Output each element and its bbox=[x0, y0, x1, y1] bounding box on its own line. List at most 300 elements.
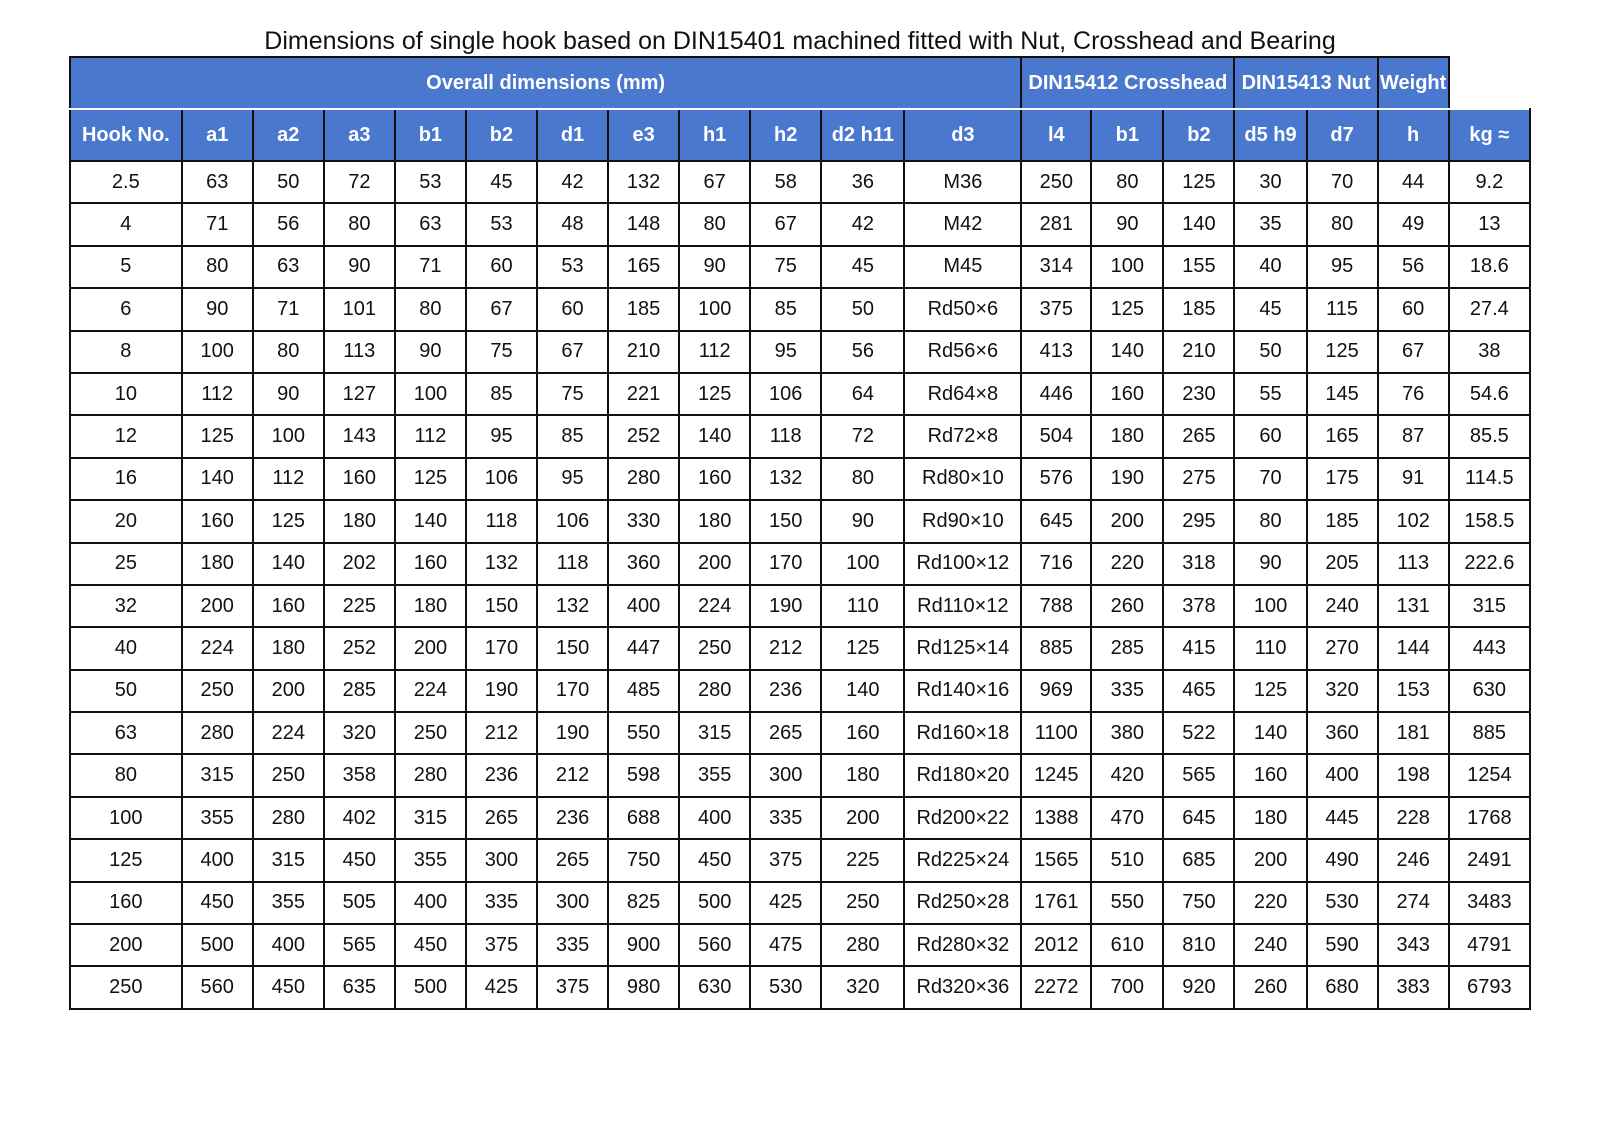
column-header: b2 bbox=[466, 109, 537, 161]
table-cell: 236 bbox=[466, 754, 537, 796]
table-cell: 80 bbox=[395, 288, 466, 330]
table-cell: Rd64×8 bbox=[904, 373, 1021, 415]
table-cell: 85 bbox=[537, 415, 608, 457]
table-row bbox=[70, 246, 1530, 288]
table-cell: 80 bbox=[253, 331, 324, 373]
table-cell: Rd110×12 bbox=[904, 585, 1021, 627]
column-header: d3 bbox=[904, 109, 1021, 161]
table-cell: Rd140×16 bbox=[904, 670, 1021, 712]
table-cell: 315 bbox=[679, 712, 750, 754]
table-cell: Rd50×6 bbox=[904, 288, 1021, 330]
group-header-nut: DIN15413 Nut bbox=[1234, 57, 1377, 109]
table-row bbox=[70, 458, 1530, 500]
table-cell: 90 bbox=[1234, 543, 1306, 585]
table-cell: 504 bbox=[1021, 415, 1091, 457]
table-cell: 250 bbox=[395, 712, 466, 754]
table-cell: 224 bbox=[395, 670, 466, 712]
table-cell: 148 bbox=[608, 203, 679, 245]
table-cell: 450 bbox=[679, 839, 750, 881]
table-cell: 76 bbox=[1378, 373, 1449, 415]
table-cell: 1254 bbox=[1449, 754, 1530, 796]
table-cell: 9.2 bbox=[1449, 161, 1530, 203]
table-cell: 885 bbox=[1021, 627, 1091, 669]
table-row bbox=[70, 203, 1530, 245]
column-header: h2 bbox=[750, 109, 821, 161]
table-cell: 610 bbox=[1091, 924, 1163, 966]
hook-number-cell: 80 bbox=[70, 754, 182, 796]
column-header: d1 bbox=[537, 109, 608, 161]
table-cell: 530 bbox=[1307, 882, 1378, 924]
table-cell: 140 bbox=[253, 543, 324, 585]
table-cell: 180 bbox=[1091, 415, 1163, 457]
table-cell: 685 bbox=[1163, 839, 1234, 881]
table-cell: 240 bbox=[1234, 924, 1306, 966]
table-cell: 565 bbox=[324, 924, 395, 966]
table-cell: 450 bbox=[253, 966, 324, 1008]
table-cell: 180 bbox=[1234, 797, 1306, 839]
table-cell: 360 bbox=[608, 543, 679, 585]
table-cell: 500 bbox=[395, 966, 466, 1008]
table-cell: 212 bbox=[537, 754, 608, 796]
table-cell: 355 bbox=[182, 797, 253, 839]
table-cell: Rd100×12 bbox=[904, 543, 1021, 585]
table-cell: 27.4 bbox=[1449, 288, 1530, 330]
table-cell: 202 bbox=[324, 543, 395, 585]
table-cell: 250 bbox=[679, 627, 750, 669]
table-cell: 80 bbox=[679, 203, 750, 245]
table-cell: 2491 bbox=[1449, 839, 1530, 881]
table-cell: 576 bbox=[1021, 458, 1091, 500]
table-cell: 315 bbox=[253, 839, 324, 881]
table-cell: 102 bbox=[1378, 500, 1449, 542]
table-cell: Rd72×8 bbox=[904, 415, 1021, 457]
table-cell: 560 bbox=[679, 924, 750, 966]
column-header: d5 h9 bbox=[1234, 109, 1306, 161]
table-cell: 44 bbox=[1378, 161, 1449, 203]
table-cell: 1565 bbox=[1021, 839, 1091, 881]
table-cell: 85.5 bbox=[1449, 415, 1530, 457]
table-cell: 446 bbox=[1021, 373, 1091, 415]
table-cell: 63 bbox=[182, 161, 253, 203]
table-cell: 75 bbox=[537, 373, 608, 415]
table-cell: 590 bbox=[1307, 924, 1378, 966]
table-cell: 42 bbox=[821, 203, 904, 245]
column-header: b1 bbox=[1091, 109, 1163, 161]
table-cell: 80 bbox=[1091, 161, 1163, 203]
table-cell: 1245 bbox=[1021, 754, 1091, 796]
column-header: b2 bbox=[1163, 109, 1234, 161]
table-cell: 190 bbox=[1091, 458, 1163, 500]
table-cell: 40 bbox=[1234, 246, 1306, 288]
table-cell: 250 bbox=[1021, 161, 1091, 203]
table-cell: 221 bbox=[608, 373, 679, 415]
table-cell: 265 bbox=[750, 712, 821, 754]
table-cell: 490 bbox=[1307, 839, 1378, 881]
table-cell: 375 bbox=[750, 839, 821, 881]
table-cell: 355 bbox=[395, 839, 466, 881]
table-cell: 550 bbox=[1091, 882, 1163, 924]
dimensions-table bbox=[69, 56, 1531, 1010]
table-cell: 160 bbox=[1091, 373, 1163, 415]
table-cell: 53 bbox=[395, 161, 466, 203]
table-cell: 470 bbox=[1091, 797, 1163, 839]
table-cell: 900 bbox=[608, 924, 679, 966]
table-cell: 125 bbox=[679, 373, 750, 415]
table-cell: 383 bbox=[1378, 966, 1449, 1008]
table-cell: 224 bbox=[679, 585, 750, 627]
group-header-weight: Weight bbox=[1378, 57, 1449, 109]
hook-number-cell: 8 bbox=[70, 331, 182, 373]
table-cell: 450 bbox=[182, 882, 253, 924]
table-cell: 750 bbox=[608, 839, 679, 881]
table-cell: 200 bbox=[821, 797, 904, 839]
table-cell: 222.6 bbox=[1449, 543, 1530, 585]
table-cell: 125 bbox=[182, 415, 253, 457]
table-cell: 118 bbox=[537, 543, 608, 585]
table-cell: 230 bbox=[1163, 373, 1234, 415]
table-cell: 4791 bbox=[1449, 924, 1530, 966]
hook-number-cell: 125 bbox=[70, 839, 182, 881]
table-cell: 42 bbox=[537, 161, 608, 203]
table-cell: 355 bbox=[253, 882, 324, 924]
table-cell: 112 bbox=[253, 458, 324, 500]
table-cell: 90 bbox=[182, 288, 253, 330]
table-cell: 185 bbox=[608, 288, 679, 330]
table-cell: 95 bbox=[537, 458, 608, 500]
group-header-overall-dimensions: Overall dimensions (mm) bbox=[70, 57, 1021, 109]
table-cell: 378 bbox=[1163, 585, 1234, 627]
table-cell: 180 bbox=[821, 754, 904, 796]
table-cell: 80 bbox=[1234, 500, 1306, 542]
table-cell: 375 bbox=[1021, 288, 1091, 330]
table-cell: 1100 bbox=[1021, 712, 1091, 754]
table-cell: 35 bbox=[1234, 203, 1306, 245]
table-cell: 281 bbox=[1021, 203, 1091, 245]
table-row bbox=[70, 331, 1530, 373]
table-cell: 87 bbox=[1378, 415, 1449, 457]
table-cell: 114.5 bbox=[1449, 458, 1530, 500]
table-cell: 30 bbox=[1234, 161, 1306, 203]
hook-number-cell: 40 bbox=[70, 627, 182, 669]
table-cell: 67 bbox=[679, 161, 750, 203]
hook-number-cell: 10 bbox=[70, 373, 182, 415]
hook-number-cell: 25 bbox=[70, 543, 182, 585]
table-cell: 380 bbox=[1091, 712, 1163, 754]
table-row bbox=[70, 543, 1530, 585]
table-cell: 67 bbox=[1378, 331, 1449, 373]
column-header: a2 bbox=[253, 109, 324, 161]
hook-number-cell: 50 bbox=[70, 670, 182, 712]
table-cell: 90 bbox=[324, 246, 395, 288]
table-cell: 630 bbox=[679, 966, 750, 1008]
table-row bbox=[70, 670, 1530, 712]
table-cell: 150 bbox=[466, 585, 537, 627]
table-cell: 140 bbox=[679, 415, 750, 457]
table-cell: 969 bbox=[1021, 670, 1091, 712]
table-cell: 144 bbox=[1378, 627, 1449, 669]
table-cell: 160 bbox=[395, 543, 466, 585]
table-cell: Rd80×10 bbox=[904, 458, 1021, 500]
table-cell: 343 bbox=[1378, 924, 1449, 966]
table-cell: 275 bbox=[1163, 458, 1234, 500]
table-row bbox=[70, 415, 1530, 457]
table-cell: 320 bbox=[821, 966, 904, 1008]
table-cell: 140 bbox=[1234, 712, 1306, 754]
hook-number-cell: 32 bbox=[70, 585, 182, 627]
table-row bbox=[70, 373, 1530, 415]
table-cell: 1768 bbox=[1449, 797, 1530, 839]
table-cell: 360 bbox=[1307, 712, 1378, 754]
table-cell: 100 bbox=[1234, 585, 1306, 627]
table-cell: Rd200×22 bbox=[904, 797, 1021, 839]
table-cell: 295 bbox=[1163, 500, 1234, 542]
table-cell: 175 bbox=[1307, 458, 1378, 500]
table-cell: 165 bbox=[1307, 415, 1378, 457]
table-cell: 60 bbox=[1234, 415, 1306, 457]
table-cell: M36 bbox=[904, 161, 1021, 203]
table-cell: 67 bbox=[537, 331, 608, 373]
table-cell: 445 bbox=[1307, 797, 1378, 839]
table-cell: 358 bbox=[324, 754, 395, 796]
table-cell: 688 bbox=[608, 797, 679, 839]
table-cell: 400 bbox=[182, 839, 253, 881]
table-cell: 55 bbox=[1234, 373, 1306, 415]
table-cell: 50 bbox=[821, 288, 904, 330]
table-cell: 95 bbox=[466, 415, 537, 457]
table-cell: 101 bbox=[324, 288, 395, 330]
table-cell: 70 bbox=[1307, 161, 1378, 203]
table-cell: 118 bbox=[750, 415, 821, 457]
table-cell: 565 bbox=[1163, 754, 1234, 796]
table-cell: 270 bbox=[1307, 627, 1378, 669]
table-cell: 125 bbox=[1091, 288, 1163, 330]
group-header-crosshead: DIN15412 Crosshead bbox=[1021, 57, 1234, 109]
table-row bbox=[70, 500, 1530, 542]
table-row bbox=[70, 754, 1530, 796]
table-cell: 112 bbox=[395, 415, 466, 457]
table-cell: 38 bbox=[1449, 331, 1530, 373]
table-cell: 95 bbox=[750, 331, 821, 373]
table-cell: 1388 bbox=[1021, 797, 1091, 839]
table-cell: 228 bbox=[1378, 797, 1449, 839]
table-cell: 280 bbox=[253, 797, 324, 839]
column-header: h bbox=[1378, 109, 1449, 161]
table-cell: 110 bbox=[821, 585, 904, 627]
table-cell: 125 bbox=[821, 627, 904, 669]
table-cell: 140 bbox=[182, 458, 253, 500]
table-cell: 335 bbox=[466, 882, 537, 924]
table-cell: 225 bbox=[821, 839, 904, 881]
group-header-row bbox=[70, 57, 1530, 109]
table-cell: Rd280×32 bbox=[904, 924, 1021, 966]
table-cell: 212 bbox=[466, 712, 537, 754]
column-header: a1 bbox=[182, 109, 253, 161]
table-cell: 200 bbox=[395, 627, 466, 669]
table-cell: 400 bbox=[608, 585, 679, 627]
table-cell: 165 bbox=[608, 246, 679, 288]
hook-number-cell: 100 bbox=[70, 797, 182, 839]
hook-number-cell: 16 bbox=[70, 458, 182, 500]
table-cell: 450 bbox=[395, 924, 466, 966]
table-cell: 250 bbox=[182, 670, 253, 712]
table-cell: 280 bbox=[679, 670, 750, 712]
table-row bbox=[70, 882, 1530, 924]
table-cell: 90 bbox=[253, 373, 324, 415]
table-cell: 80 bbox=[182, 246, 253, 288]
table-cell: 49 bbox=[1378, 203, 1449, 245]
table-cell: 315 bbox=[1449, 585, 1530, 627]
table-row bbox=[70, 839, 1530, 881]
table-cell: 425 bbox=[466, 966, 537, 1008]
table-cell: 335 bbox=[1091, 670, 1163, 712]
table-cell: 127 bbox=[324, 373, 395, 415]
table-cell: 115 bbox=[1307, 288, 1378, 330]
table-cell: 475 bbox=[750, 924, 821, 966]
table-cell: Rd225×24 bbox=[904, 839, 1021, 881]
table-cell: 180 bbox=[395, 585, 466, 627]
table-cell: 522 bbox=[1163, 712, 1234, 754]
table-cell: 280 bbox=[395, 754, 466, 796]
table-cell: Rd250×28 bbox=[904, 882, 1021, 924]
column-header: h1 bbox=[679, 109, 750, 161]
table-cell: 45 bbox=[1234, 288, 1306, 330]
table-cell: 180 bbox=[324, 500, 395, 542]
table-cell: 63 bbox=[253, 246, 324, 288]
table-cell: 500 bbox=[679, 882, 750, 924]
table-cell: 113 bbox=[1378, 543, 1449, 585]
table-cell: 180 bbox=[182, 543, 253, 585]
table-cell: 160 bbox=[1234, 754, 1306, 796]
table-cell: 80 bbox=[1307, 203, 1378, 245]
table-cell: 100 bbox=[821, 543, 904, 585]
table-cell: 285 bbox=[324, 670, 395, 712]
table-cell: 90 bbox=[821, 500, 904, 542]
table-cell: 1761 bbox=[1021, 882, 1091, 924]
table-cell: 810 bbox=[1163, 924, 1234, 966]
table-cell: 645 bbox=[1163, 797, 1234, 839]
table-cell: 45 bbox=[821, 246, 904, 288]
table-cell: 210 bbox=[1163, 331, 1234, 373]
hook-number-cell: 6 bbox=[70, 288, 182, 330]
table-cell: 85 bbox=[750, 288, 821, 330]
table-cell: 250 bbox=[253, 754, 324, 796]
table-cell: 413 bbox=[1021, 331, 1091, 373]
table-cell: 375 bbox=[537, 966, 608, 1008]
table-cell: 280 bbox=[608, 458, 679, 500]
hook-number-cell: 5 bbox=[70, 246, 182, 288]
table-cell: 71 bbox=[395, 246, 466, 288]
table-cell: 300 bbox=[537, 882, 608, 924]
table-cell: 150 bbox=[537, 627, 608, 669]
table-cell: 100 bbox=[395, 373, 466, 415]
table-cell: 400 bbox=[395, 882, 466, 924]
hook-number-cell: 160 bbox=[70, 882, 182, 924]
table-cell: 95 bbox=[1307, 246, 1378, 288]
table-cell: 220 bbox=[1091, 543, 1163, 585]
page-title: Dimensions of single hook based on DIN15401 machined fitted with Nut, Crosshead and Bearing bbox=[264, 27, 1336, 55]
table-cell: 180 bbox=[253, 627, 324, 669]
table-cell: 113 bbox=[324, 331, 395, 373]
column-header: e3 bbox=[608, 109, 679, 161]
table-cell: 224 bbox=[182, 627, 253, 669]
table-cell: Rd320×36 bbox=[904, 966, 1021, 1008]
column-header: l4 bbox=[1021, 109, 1091, 161]
table-cell: 48 bbox=[537, 203, 608, 245]
table-cell: 550 bbox=[608, 712, 679, 754]
table-cell: 274 bbox=[1378, 882, 1449, 924]
table-cell: 155 bbox=[1163, 246, 1234, 288]
table-cell: 106 bbox=[537, 500, 608, 542]
table-cell: 185 bbox=[1163, 288, 1234, 330]
table-cell: 190 bbox=[537, 712, 608, 754]
table-cell: 125 bbox=[1234, 670, 1306, 712]
table-cell: 150 bbox=[750, 500, 821, 542]
table-cell: 205 bbox=[1307, 543, 1378, 585]
table-cell: Rd56×6 bbox=[904, 331, 1021, 373]
table-cell: M45 bbox=[904, 246, 1021, 288]
table-cell: 400 bbox=[253, 924, 324, 966]
table-cell: 56 bbox=[1378, 246, 1449, 288]
table-cell: 400 bbox=[679, 797, 750, 839]
table-cell: 210 bbox=[608, 331, 679, 373]
table-cell: 75 bbox=[750, 246, 821, 288]
table-cell: 71 bbox=[253, 288, 324, 330]
table-cell: 90 bbox=[395, 331, 466, 373]
hook-number-cell: 250 bbox=[70, 966, 182, 1008]
table-cell: 465 bbox=[1163, 670, 1234, 712]
table-cell: 375 bbox=[466, 924, 537, 966]
table-cell: 415 bbox=[1163, 627, 1234, 669]
table-cell: 500 bbox=[182, 924, 253, 966]
table-cell: 160 bbox=[182, 500, 253, 542]
table-cell: 100 bbox=[253, 415, 324, 457]
column-header: a3 bbox=[324, 109, 395, 161]
table-cell: 100 bbox=[1091, 246, 1163, 288]
table-cell: 85 bbox=[466, 373, 537, 415]
table-cell: 143 bbox=[324, 415, 395, 457]
table-cell: 72 bbox=[324, 161, 395, 203]
table-cell: 788 bbox=[1021, 585, 1091, 627]
table-cell: 181 bbox=[1378, 712, 1449, 754]
table-cell: 67 bbox=[466, 288, 537, 330]
table-cell: 80 bbox=[324, 203, 395, 245]
table-cell: Rd90×10 bbox=[904, 500, 1021, 542]
table-cell: 335 bbox=[537, 924, 608, 966]
table-cell: 63 bbox=[395, 203, 466, 245]
table-cell: 300 bbox=[466, 839, 537, 881]
hook-number-cell: 12 bbox=[70, 415, 182, 457]
table-cell: 236 bbox=[537, 797, 608, 839]
table-cell: 330 bbox=[608, 500, 679, 542]
table-cell: 212 bbox=[750, 627, 821, 669]
table-cell: Rd180×20 bbox=[904, 754, 1021, 796]
table-cell: 252 bbox=[608, 415, 679, 457]
table-cell: 265 bbox=[1163, 415, 1234, 457]
table-cell: 112 bbox=[679, 331, 750, 373]
table-cell: 145 bbox=[1307, 373, 1378, 415]
table-cell: 447 bbox=[608, 627, 679, 669]
table-cell: 443 bbox=[1449, 627, 1530, 669]
table-cell: 645 bbox=[1021, 500, 1091, 542]
table-cell: 125 bbox=[395, 458, 466, 500]
table-cell: 132 bbox=[750, 458, 821, 500]
hook-number-cell: 2.5 bbox=[70, 161, 182, 203]
table-cell: Rd160×18 bbox=[904, 712, 1021, 754]
column-header: kg ≈ bbox=[1449, 109, 1530, 161]
table-row bbox=[70, 712, 1530, 754]
table-cell: 400 bbox=[1307, 754, 1378, 796]
table-row bbox=[70, 924, 1530, 966]
